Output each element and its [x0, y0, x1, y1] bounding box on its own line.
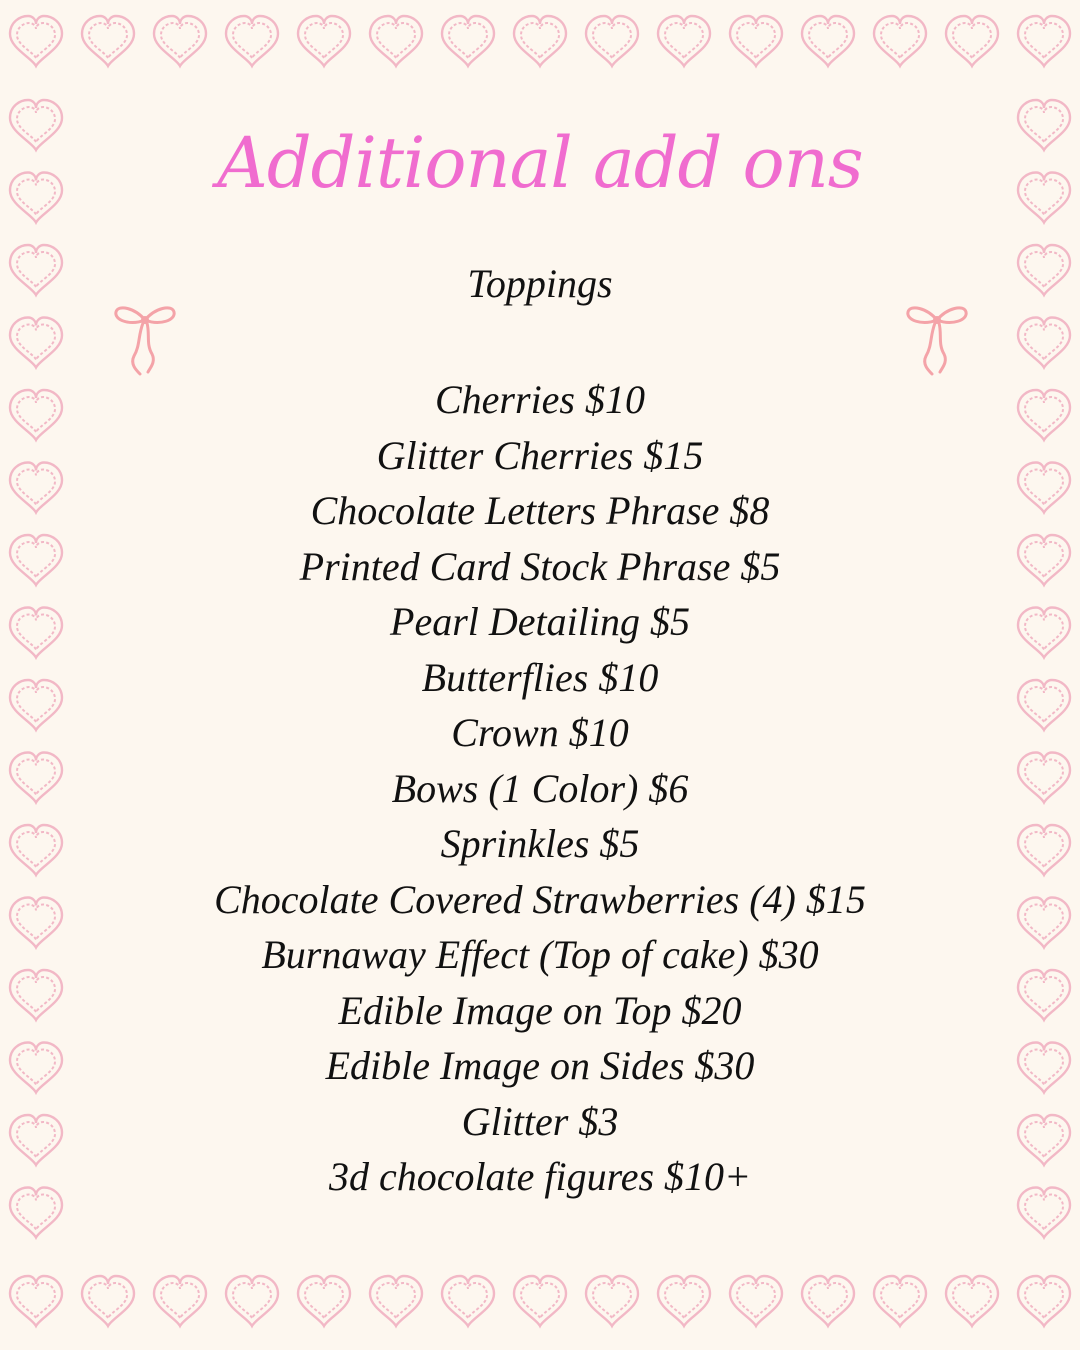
- heart-icon: [802, 16, 854, 66]
- heart-icon: [514, 1276, 566, 1326]
- list-item: Cherries $10: [435, 377, 645, 422]
- heart-icon: [154, 16, 206, 66]
- heart-icon: [82, 16, 134, 66]
- heart-icon: [10, 390, 62, 440]
- heart-icon: [586, 1276, 638, 1326]
- heart-icon: [10, 680, 62, 730]
- heart-icon: [1018, 1276, 1070, 1326]
- heart-icon: [1018, 898, 1070, 948]
- list-item: 3d chocolate figures $10+: [328, 1154, 752, 1199]
- heart-icon: [586, 16, 638, 66]
- heart-icon: [658, 1276, 710, 1326]
- bow-icon: [902, 298, 972, 378]
- list-item: Glitter $3: [461, 1098, 619, 1144]
- heart-icon: [226, 1276, 278, 1326]
- heart-icon: [10, 608, 62, 658]
- bow-icon: [110, 298, 180, 378]
- heart-icon: [10, 753, 62, 803]
- list-item: Butterflies $10: [421, 654, 659, 700]
- heart-icon: [298, 16, 350, 66]
- list-item: Edible Image on Top $20: [338, 987, 742, 1033]
- heart-icon: [1018, 753, 1070, 803]
- list-item: Pearl Detailing $5: [390, 599, 690, 644]
- heart-icon: [1018, 680, 1070, 730]
- heart-icon: [874, 1276, 926, 1326]
- list-item: Chocolate Letters Phrase $8: [310, 488, 770, 533]
- section-heading: Toppings: [467, 261, 613, 306]
- heart-icon: [1018, 16, 1070, 66]
- heart-icon: [442, 1276, 494, 1326]
- list-item: Printed Card Stock Phrase $5: [299, 543, 781, 589]
- heart-icon: [10, 535, 62, 585]
- heart-icon: [10, 318, 62, 368]
- heart-icon: [946, 16, 998, 66]
- heart-icon: [1018, 318, 1070, 368]
- heart-icon: [10, 898, 62, 948]
- heart-icon: [298, 1276, 350, 1326]
- heart-icon: [10, 1115, 62, 1165]
- heart-icon: [370, 16, 422, 66]
- heart-icon: [10, 970, 62, 1020]
- heart-icon: [1018, 608, 1070, 658]
- heart-icon: [1018, 390, 1070, 440]
- list-item: Bows (1 Color) $6: [391, 765, 689, 811]
- heart-icon: [514, 16, 566, 66]
- heart-icon: [226, 16, 278, 66]
- heart-icon: [10, 16, 62, 66]
- heart-icon: [946, 1276, 998, 1326]
- heart-icon: [1018, 970, 1070, 1020]
- page-title: Additional add ons: [217, 122, 863, 204]
- list-item: Edible Image on Sides $30: [325, 1043, 755, 1088]
- heart-icon: [154, 1276, 206, 1326]
- heart-icon: [730, 16, 782, 66]
- heart-icon: [10, 1043, 62, 1093]
- heart-icon: [1018, 1115, 1070, 1165]
- heart-icon: [10, 1188, 62, 1238]
- heart-icon: [370, 1276, 422, 1326]
- list-item: Burnaway Effect (Top of cake) $30: [261, 932, 819, 977]
- heart-icon: [1018, 1188, 1070, 1238]
- heart-icon: [10, 1276, 62, 1326]
- heart-icon: [10, 825, 62, 875]
- heart-icon: [658, 16, 710, 66]
- list-item: Crown $10: [451, 710, 629, 755]
- heart-icon: [802, 1276, 854, 1326]
- heart-icon: [1018, 463, 1070, 513]
- heart-icon: [82, 1276, 134, 1326]
- list-item: Sprinkles $5: [440, 821, 640, 866]
- list-item: Glitter Cherries $15: [376, 432, 704, 478]
- toppings-list: [100, 372, 980, 1205]
- list-item: Chocolate Covered Strawberries (4) $15: [214, 876, 866, 922]
- heart-icon: [1018, 1043, 1070, 1093]
- heart-icon: [1018, 535, 1070, 585]
- heart-icon: [730, 1276, 782, 1326]
- heart-icon: [1018, 825, 1070, 875]
- heart-icon: [10, 463, 62, 513]
- heart-icon: [442, 16, 494, 66]
- heart-icon: [874, 16, 926, 66]
